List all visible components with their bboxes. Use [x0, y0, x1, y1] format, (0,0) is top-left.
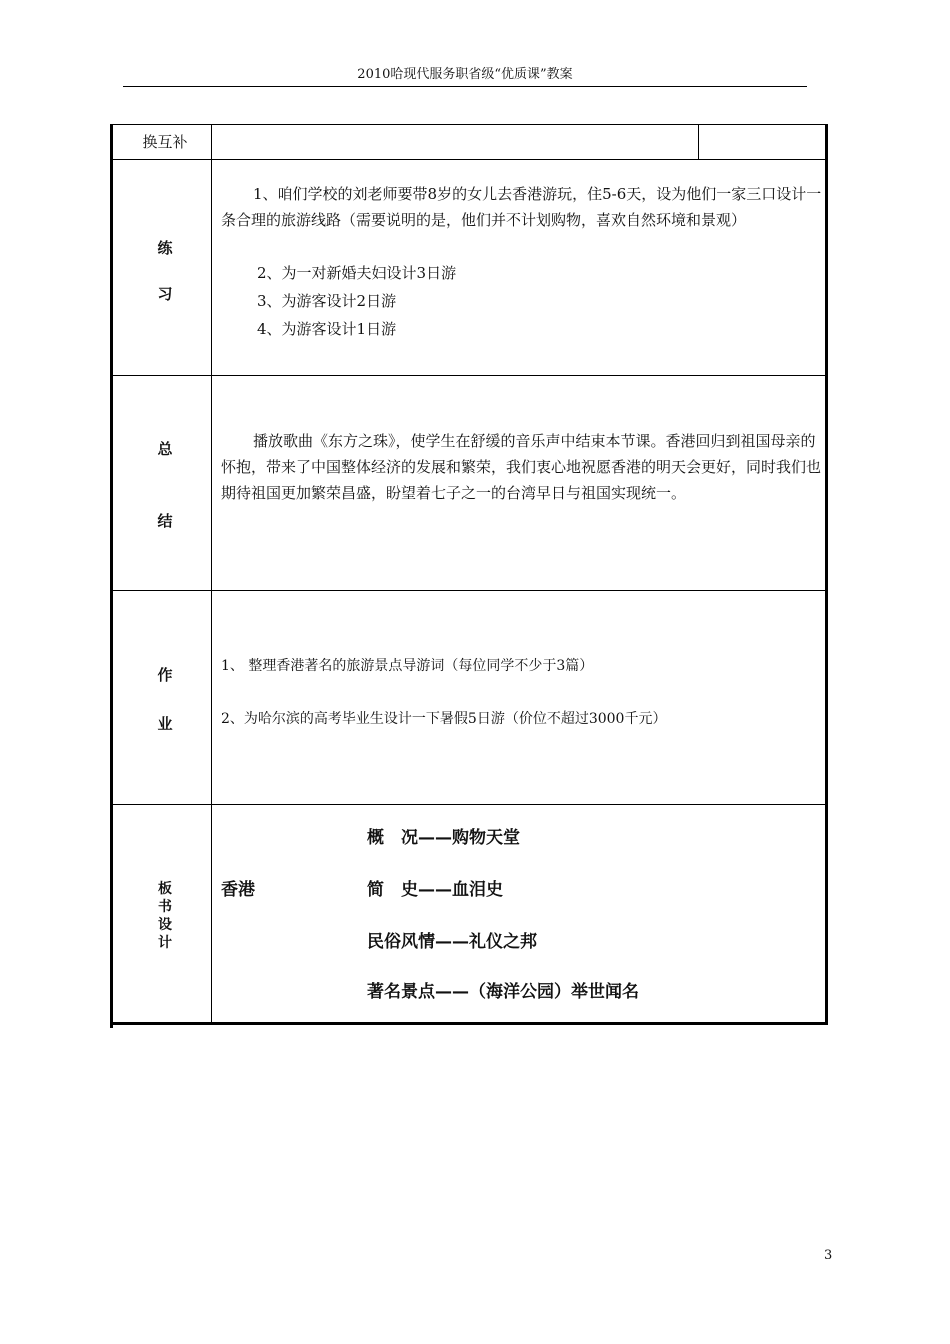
label-swap-text: 换互补 [142, 133, 188, 151]
label-summary-char-1: 总 [157, 440, 173, 458]
row-label-exercise [119, 160, 212, 375]
exercise-item-1: 1、咱们学校的刘老师要带8岁的女儿去香港游玩，住5-6天，设为他们一家三口设计一条合理的旅游线路（需要说明的是，他们并不计划购物，喜欢自然环境和景观） [221, 185, 822, 229]
lesson-plan-table [110, 124, 828, 1025]
label-homework-char-1: 作 [157, 666, 173, 684]
header-rule [123, 86, 807, 87]
board-line-3: 民俗风情——礼仪之邦 [367, 932, 537, 952]
label-board-char-4: 计 [158, 935, 172, 951]
homework-content [213, 591, 826, 804]
table-left-border [110, 124, 113, 1028]
homework-item-1: 1、 整理香港著名的旅游景点导游词（每位同学不少于3篇） [221, 658, 594, 674]
row-swap [111, 125, 826, 160]
row-summary [111, 376, 826, 591]
exercise-item-3: 3、为游客设计2日游 [257, 292, 397, 310]
label-board-char-1: 板 [158, 881, 172, 897]
label-board-char-3: 设 [158, 917, 172, 933]
board-content [213, 805, 826, 1022]
board-line-2: 简 史——血泪史 [367, 880, 503, 900]
summary-text: 播放歌曲《东方之珠》，使学生在舒缓的音乐声中结束本节课。香港回归到祖国母亲的怀抱，带来了中国整体经济的发展和繁荣，我们衷心地祝愿香港的明天会更好，同时我们也期待祖国更加繁荣昌盛，盼望着七子之一的台湾早日与祖国实现统一。 [221, 432, 822, 502]
summary-content [213, 376, 826, 590]
page-header: 2010哈现代服务职省级“优质课”教案 [357, 67, 573, 82]
label-board-char-2: 书 [158, 899, 172, 915]
board-line-4: 著名景点——（海洋公园）举世闻名 [367, 982, 639, 1002]
board-line-1: 概 况——购物天堂 [367, 828, 520, 848]
row-label-homework [119, 591, 212, 804]
row-board-design [111, 805, 826, 1022]
label-exercise-char-1: 练 [157, 239, 173, 257]
board-topic: 香港 [221, 880, 255, 900]
label-exercise-char-2: 习 [157, 285, 173, 303]
exercise-item-4: 4、为游客设计1日游 [257, 320, 397, 338]
label-homework-char-2: 业 [157, 715, 173, 733]
row-label-summary [119, 376, 212, 590]
swap-cell-divider [698, 125, 699, 159]
label-summary-char-2: 结 [157, 512, 173, 530]
row-homework [111, 591, 826, 805]
exercise-item-2: 2、为一对新婚夫妇设计3日游 [257, 264, 457, 282]
homework-item-2: 2、为哈尔滨的高考毕业生设计一下暑假5日游（价位不超过3000千元） [221, 711, 667, 727]
row-label-swap [119, 125, 212, 159]
row-label-board [119, 805, 212, 1022]
row-exercise [111, 160, 826, 376]
exercise-content [213, 160, 826, 375]
page-number: 3 [824, 1248, 833, 1263]
